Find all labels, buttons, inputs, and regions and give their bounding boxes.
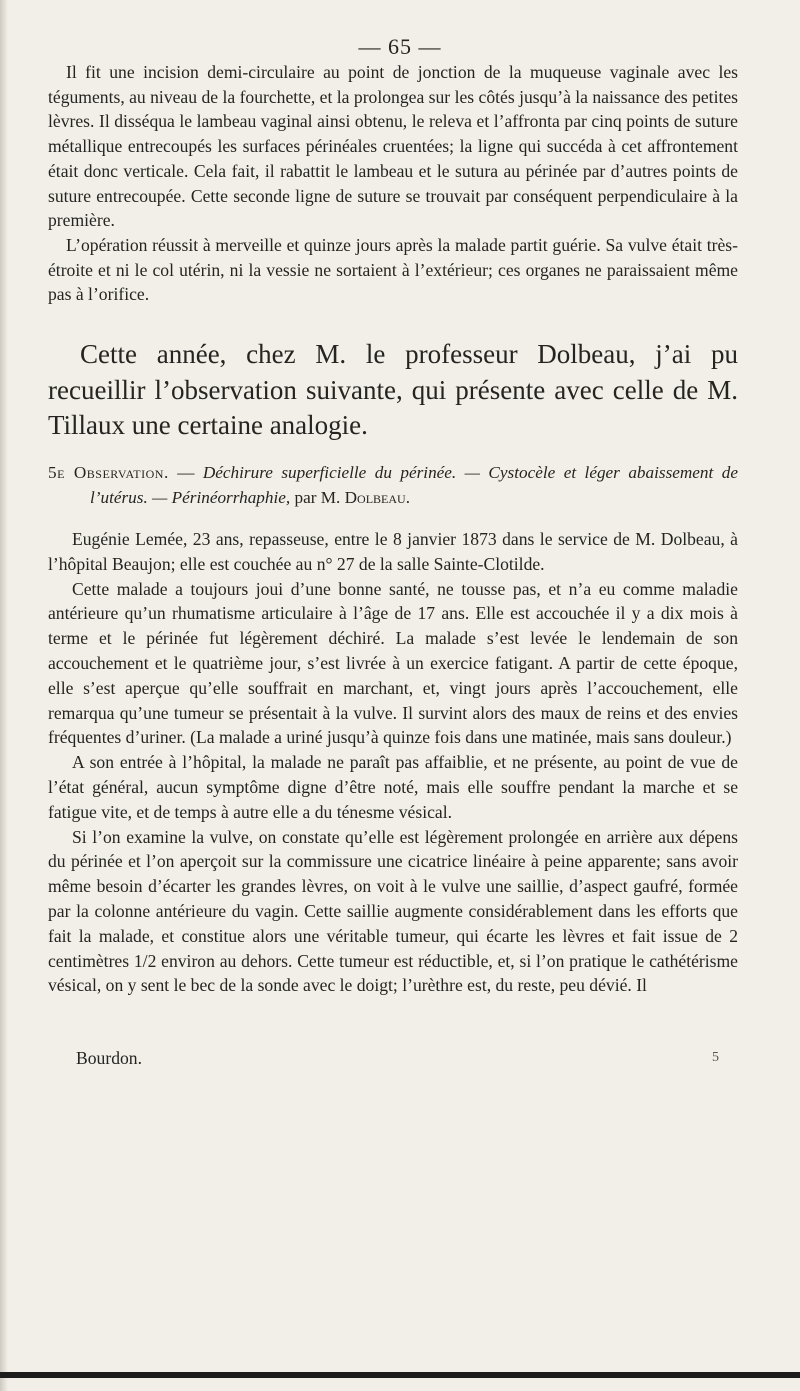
observation-by: par M. [290, 488, 345, 507]
intro-paragraph [48, 337, 738, 444]
paragraph: A son entrée à l’hôpital, la malade ne paraît pas affaiblie, et ne présente, au point de vue de l’état général, aucun symptôme digne d’être noté, mais elle souffre pendant la marche et se fatigue vite, et de temps à autre elle a du ténesme vésical. [48, 752, 738, 822]
observation-header [48, 460, 738, 510]
page-edge-shadow [0, 0, 8, 1391]
paragraph: Il fit une incision demi-circulaire au point de jonction de la muqueuse vaginale avec les téguments, au niveau de la fourchette, et la prolongea sur les côtés jusqu’à la naissance des petites lèvres. Il disséqua le lambeau vaginal ainsi obtenu, le releva et l’affronta par cinq points de suture métallique entrecoupés les surfaces périnéales cruentées; la ligne qui succéda à cet affrontement était donc verticale. Cela fait, il rabattit le lambeau et le sutura au périnée par d’autres points de suture entrecoupée. Cette seconde ligne de suture se trouvait par conséquent perpendiculaire à la première. [48, 62, 738, 231]
intro-text: Cette année, chez M. le professeur Dolbeau, j’ai pu recueillir l’observation suivante, qui présente avec celle de M. Tillaux une certaine analogie. [48, 339, 738, 440]
paragraph: Eugénie Lemée, 23 ans, repasseuse, entre le 8 janvier 1873 dans le service de M. Dolbeau, à l’hôpital Beaujon; elle est couchée au n° 27 de la salle Sainte-Clotilde. [48, 529, 738, 574]
signature-mark: 5 [712, 1050, 719, 1065]
paragraph: L’opération réussit à merveille et quinze jours après la malade partit guérie. Sa vulve était très-étroite et ni le col utérin, ni la vessie ne sortaient à l’extérieur; ces organes ne paraissaient même pas à l’orifice. [48, 234, 738, 305]
body-text-top [48, 60, 738, 307]
observation-title: Déchirure superficielle du périnée. — Cystocèle et léger abaissement de l’utérus. — Périnéorrhaphie, [90, 463, 738, 507]
paragraph: Si l’on examine la vulve, on constate qu’elle est légèrement prolongée en arrière aux dépens du périnée et l’on aperçoit sur la commissure une cicatrice linéaire à peine apparente; sans avoir même besoin d’écarter les grandes lèvres, on voit à le vulve une saillie, d’aspect gaufré, formée par la colonne antérieure du vagin. Cette saillie augmente considérablement dans les efforts que fait la malade, et constitue alors une véritable tumeur, qui écarte les lèvres et fait issue de 2 centimètres 1/2 environ au dehors. Cette tumeur est réductible, et, si l’on pratique le cathétérisme vésical, on y sent le bec de la sonde avec le doigt; l’urèthre est, du reste, peu dévié. Il [48, 826, 738, 996]
footer-author: Bourdon. [76, 1048, 142, 1068]
case-report-text [48, 527, 738, 998]
observation-label: 5e Observation. [48, 463, 169, 482]
observation-dash: — [168, 463, 203, 482]
page-number: — 65 — [358, 34, 442, 59]
paragraph: Cette malade a toujours joui d’une bonne santé, ne tousse pas, et n’a eu comme maladie antérieure qu’un rhumatisme articulaire à l’âge de 17 ans. Elle est accouchée il y a dix mois à terme et le périnée fut légèrement déchiré. La malade s’est levée le lendemain de son accouchement et le quatrième jour, s’est livrée à un exercice fatigant. A partir de cette époque, elle s’est aperçue qu’elle souffrait en marchant, et, vingt jours après l’accouchement, elle remarqua qu’une tumeur se présentait à la vulve. Il survint alors des maux de reins et des envies fréquentes d’uriner. (La malade a uriné jusqu’à quinze fois dans une matinée, mais sans douleur.) [48, 578, 738, 748]
observation-author: Dolbeau. [344, 488, 410, 507]
observation-heading [48, 460, 738, 510]
bottom-rule [0, 1372, 800, 1378]
